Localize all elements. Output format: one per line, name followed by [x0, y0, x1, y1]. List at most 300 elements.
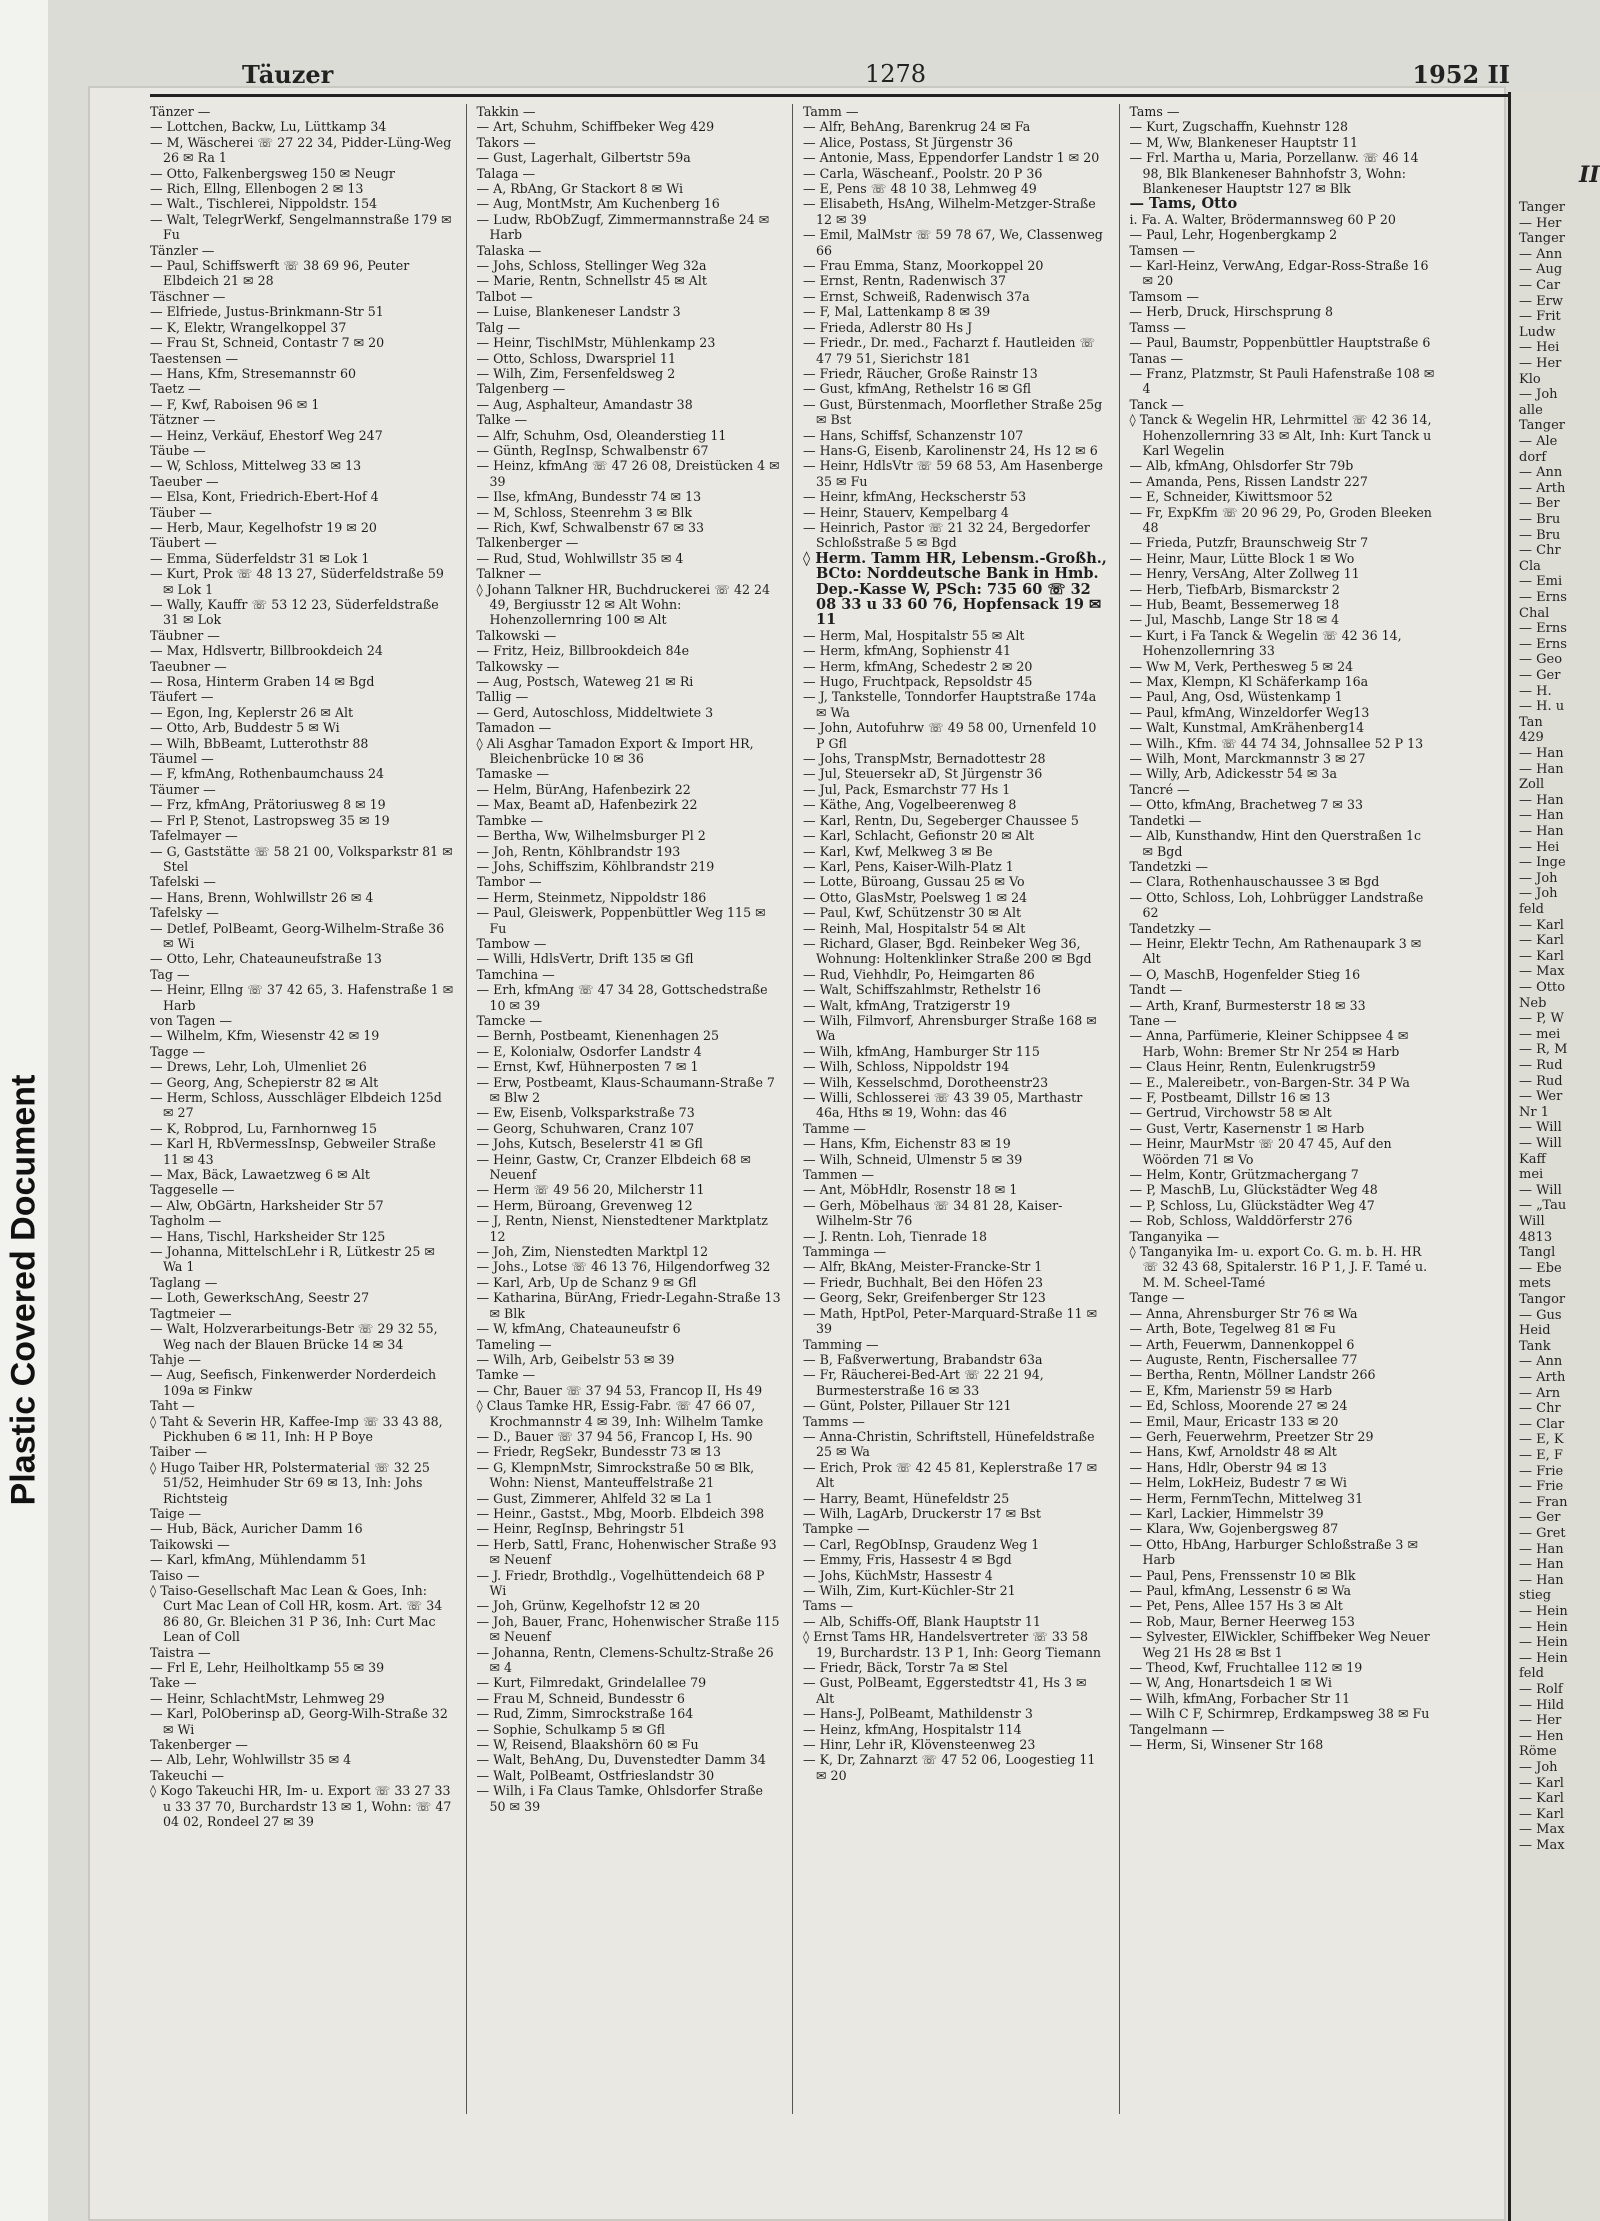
directory-entry: — Rud, Viehhdlr, Po, Heimgarten 86	[803, 966, 1035, 982]
directory-entry: — Johanna, Rentn, Clemens-Schultz-Straße 26 ✉ 4	[476, 1644, 774, 1676]
directory-entry: — Günth, RegInsp, Schwalbenstr 67	[476, 442, 709, 458]
next-page-fragment: — Joh	[1519, 387, 1558, 403]
next-page-fragment: — Joh	[1519, 870, 1558, 886]
surname-heading: Taige —	[150, 1505, 202, 1521]
directory-entry: — Otto, Falkenbergsweg 150 ✉ Neugr	[150, 165, 395, 181]
directory-entry: — Heinr, Elektr Techn, Am Rathenaupark 3 ✉ Alt	[1129, 935, 1422, 967]
directory-entry: — Fr, ExpKfm ☏ 20 96 29, Po, Groden Bleeken 48	[1129, 504, 1432, 535]
directory-entry: — Herb, TiefbArb, Bismarckstr 2	[1129, 581, 1340, 597]
surname-heading: Tagtmeier —	[150, 1305, 232, 1321]
directory-entry: — Karl, Lackier, Himmelstr 39	[1129, 1505, 1324, 1521]
next-page-fragment: 4813	[1519, 1229, 1553, 1245]
directory-entry: — Wilh, Schneid, Ulmenstr 5 ✉ 39	[803, 1151, 1023, 1167]
directory-entry: — Kurt, Zugschaffn, Kuehnstr 128	[1129, 119, 1349, 135]
directory-entry: — Frau Emma, Stanz, Moorkoppel 20	[803, 258, 1044, 274]
directory-entry: — Clara, Rothenhauschaussee 3 ✉ Bgd	[1129, 874, 1380, 890]
directory-entry: — Friedr, Bäck, Torstr 7a ✉ Stel	[803, 1660, 1008, 1676]
directory-entry: — Otto, Lehr, Chateauneufstraße 13	[150, 951, 382, 967]
surname-heading: Tamcke —	[476, 1012, 543, 1028]
surname-heading: Tamsen —	[1129, 242, 1195, 258]
directory-entry: — Ernst, Rentn, Radenwisch 37	[803, 273, 1007, 289]
directory-entry: — Kurt, Prok ☏ 48 13 27, Süderfeldstraße 59 ✉ Lok 1	[150, 566, 444, 597]
directory-entry: — Hub, Bäck, Auricher Damm 16	[150, 1521, 363, 1537]
directory-entry: — Gertrud, Virchowstr 58 ✉ Alt	[1129, 1105, 1332, 1121]
directory-entry: — Art, Schuhm, Schiffbeker Weg 429	[476, 119, 715, 135]
directory-entry: — Walt, Holzverarbeitungs-Betr ☏ 29 32 55, Weg nach der Blauen Brücke 14 ✉ 34	[150, 1321, 438, 1352]
directory-entry: — A, RbAng, Gr Stackort 8 ✉ Wi	[476, 181, 683, 197]
directory-entry: — Math, HptPol, Peter-Marquard-Straße 11 ✉ 39	[803, 1305, 1098, 1337]
surname-heading: Tameling —	[476, 1336, 552, 1352]
directory-entry: — Karl, Schlacht, Gefionstr 20 ✉ Alt	[803, 828, 1035, 844]
next-page-fragment: — Han	[1519, 746, 1564, 761]
directory-entry: — Marie, Rentn, Schnellstr 45 ✉ Alt	[476, 273, 707, 289]
next-page-fragment: — Rolf	[1519, 1682, 1563, 1697]
surname-heading: Taiber —	[150, 1444, 208, 1460]
directory-entry: — F, Postbeamt, Dillstr 16 ✉ 13	[1129, 1090, 1331, 1105]
surname-heading: Tambke —	[476, 812, 544, 828]
directory-entry: — Friedr, Buchhalt, Bei den Höfen 23	[803, 1274, 1043, 1290]
directory-entry: — E, Schneider, Kiwittsmoor 52	[1129, 489, 1333, 505]
next-page-fragment: — Aug	[1519, 262, 1563, 278]
surname-heading: Tamchina —	[476, 966, 555, 982]
directory-entry: — Helm, BürAng, Hafenbezirk 22	[476, 781, 691, 797]
surname-heading: Tambow —	[476, 935, 547, 951]
surname-heading: Take —	[150, 1675, 197, 1691]
next-page-fragment: — Karl	[1519, 933, 1564, 949]
next-page-fragment: — Gret	[1519, 1526, 1566, 1541]
directory-entry: — Ilse, kfmAng, Bundesstr 74 ✉ 13	[476, 489, 702, 505]
directory-entry: — E, Kolonialw, Osdorfer Landstr 4	[476, 1043, 702, 1059]
directory-entry: — Carla, Wäscheanf., Poolstr. 20 P 36	[803, 165, 1043, 181]
directory-entry: — Anna-Christin, Schriftstell, Hünefeldstraße 25 ✉ Wa	[803, 1428, 1095, 1460]
next-page-fragment: — Hild	[1519, 1697, 1565, 1713]
next-page-fragment: — Karl	[1519, 948, 1564, 964]
next-page-fragment: Röme	[1519, 1744, 1557, 1760]
directory-entry: — F, Mal, Lattenkamp 8 ✉ 39	[803, 304, 991, 320]
directory-entry: — Gerh, Feuerwehrm, Preetzer Str 29	[1129, 1428, 1374, 1444]
directory-entry: — J. Friedr, Brothdlg., Vogelhüttendeich 68 P Wi	[476, 1567, 765, 1598]
surname-heading: Tagholm —	[150, 1213, 222, 1229]
next-page-fragment: dorf	[1519, 449, 1547, 465]
directory-entry: — Hans, Kwf, Arnoldstr 48 ✉ Alt	[1129, 1444, 1337, 1460]
directory-entry: ◊ Herm. Tamm HR, Lebensm.-Großh., BCto: Norddeutsche Bank in Hmb. Dep.-Kasse W, PSch: 735 60 ☏ 32 08 33 u 33 60 76, Hopfensack 19 ✉ 11	[803, 549, 1107, 629]
next-page-fragment: — Arth	[1519, 480, 1566, 496]
surname-heading: Talaska —	[476, 242, 542, 258]
directory-entry: — Wilhelm, Kfm, Wiesenstr 42 ✉ 19	[150, 1028, 380, 1044]
directory-entry: — John, Autofuhrw ☏ 49 58 00, Urnenfeld 10 P Gfl	[803, 720, 1097, 751]
directory-entry: — Gust, Zimmerer, Ahlfeld 32 ✉ La 1	[476, 1490, 713, 1506]
next-page-fragment: — Ger	[1519, 1510, 1561, 1526]
next-page-fragment: Kaff	[1519, 1151, 1546, 1167]
directory-entry: — Herb, Sattl, Franc, Hohenwischer Straße 93 ✉ Neuenf	[476, 1536, 777, 1568]
surname-heading: Täube —	[150, 442, 206, 458]
directory-entry: — Rob, Maur, Berner Heerweg 153	[1129, 1613, 1355, 1629]
directory-entry: — Heinr, HdlsVtr ☏ 59 68 53, Am Hasenberge 35 ✉ Fu	[803, 458, 1103, 489]
surname-heading: Täufert —	[150, 689, 214, 705]
surname-heading: Taetz —	[150, 381, 201, 397]
directory-entry: — D., Bauer ☏ 37 94 56, Francop I, Hs. 90	[476, 1428, 753, 1444]
next-page-fragment: — Fran	[1519, 1494, 1568, 1510]
directory-entry: — Jul, Pack, Esmarchstr 77 Hs 1	[803, 781, 1011, 797]
next-page-fragment: — Hein	[1519, 1619, 1568, 1635]
directory-entry: — Heinr, Maur, Lütte Block 1 ✉ Wo	[1129, 550, 1355, 566]
next-page-fragment: — E, K	[1519, 1432, 1564, 1448]
directory-entry: — W, kfmAng, Chateauneufstr 6	[476, 1321, 681, 1337]
directory-entry: — K, Elektr, Wrangelkoppel 37	[150, 319, 347, 335]
directory-entry: — Max, Bäck, Lawaetzweg 6 ✉ Alt	[150, 1167, 370, 1183]
plastic-cover-label: Plastic Covered Document	[4, 1074, 43, 1506]
directory-entry: — Anna, Parfümerie, Kleiner Schippsee 4 ✉ Harb, Wohn: Bremer Str Nr 254 ✉ Harb	[1129, 1028, 1409, 1059]
surname-heading: Tandt —	[1129, 982, 1183, 998]
surname-heading: Tamming —	[803, 1336, 879, 1352]
next-page-fragment: — Han	[1519, 792, 1564, 808]
surname-heading: Tammen —	[803, 1167, 874, 1183]
directory-entry: — Paul, kfmAng, Lessenstr 6 ✉ Wa	[1129, 1583, 1351, 1598]
directory-entry: — Paul, kfmAng, Winzeldorfer Weg13	[1129, 704, 1370, 720]
next-page-fragment: — Karl	[1519, 1775, 1564, 1791]
directory-entry: — Hans, Kfm, Stresemannstr 60	[150, 365, 357, 381]
directory-entry: — Heinr, kfmAng, Heckscherstr 53	[803, 489, 1027, 505]
surname-heading: Tallig —	[476, 689, 529, 705]
directory-entry: — Wilh, BbBeamt, Lutterothstr 88	[150, 735, 369, 751]
directory-entry: — Karl, Kwf, Melkweg 3 ✉ Be	[803, 843, 993, 859]
next-page-fragment: feld	[1519, 1666, 1544, 1682]
directory-entry: — Rob, Schloss, Walddörferstr 276	[1129, 1213, 1353, 1229]
directory-entry: — Sophie, Schulkamp 5 ✉ Gfl	[476, 1721, 666, 1737]
directory-entry: — W, Ang, Honartsdeich 1 ✉ Wi	[1129, 1675, 1332, 1691]
directory-entry: ◊ Tanganyika Im- u. export Co. G. m. b. H. HR ☏ 32 43 68, Spitalerstr. 16 P 1, J. F. Tamé u. M. M. Scheel-Tamé	[1129, 1244, 1428, 1290]
directory-entry: — Alb, Kunsthandw, Hint den Querstraßen 1c ✉ Bgd	[1129, 828, 1422, 859]
page-header	[150, 54, 1538, 97]
directory-entry: — Frieda, Adlerstr 80 Hs J	[803, 319, 973, 335]
next-page-fragment: — Hei	[1519, 839, 1560, 855]
directory-entry: — Frz, kfmAng, Prätoriusweg 8 ✉ 19	[150, 797, 386, 813]
next-page-fragment: — P, W	[1519, 1011, 1564, 1027]
next-page-fragment: — R, M	[1519, 1042, 1568, 1058]
directory-entry: — Wilh, Arb, Geibelstr 53 ✉ 39	[476, 1351, 675, 1367]
next-page-fragment: — Erns	[1519, 636, 1567, 652]
next-page-fragment: — Arn	[1519, 1385, 1561, 1401]
directory-entry: — Johs, Kutsch, Beselerstr 41 ✉ Gfl	[476, 1136, 703, 1152]
directory-entry: ◊ Kogo Takeuchi HR, Im- u. Export ☏ 33 27 33 u 33 37 70, Burchardstr 13 ✉ 1, Wohn: ☏ 47 04 02, Rondeel 27 ✉ 39	[150, 1783, 452, 1830]
directory-entry: — Erw, Postbeamt, Klaus-Schaumann-Straße 7 ✉ Blw 2	[476, 1074, 775, 1105]
directory-entry: — Pet, Pens, Allee 157 Hs 3 ✉ Alt	[1129, 1598, 1343, 1614]
directory-entry: — M, Ww, Blankeneser Hauptstr 11	[1129, 134, 1359, 150]
directory-entry: — Heinr, SchlachtMstr, Lehmweg 29	[150, 1690, 385, 1706]
directory-entry: — Egon, Ing, Keplerstr 26 ✉ Alt	[150, 704, 354, 720]
surname-heading: Tambor —	[476, 874, 542, 890]
directory-entry: — J, Rentn, Nienst, Nienstedtener Marktplatz 12	[476, 1213, 768, 1244]
directory-entry: — Hans, Tischl, Harksheider Str 125	[150, 1228, 386, 1244]
directory-entry: — Gust, Lagerhalt, Gilbertstr 59a	[476, 150, 691, 166]
directory-entry: — Paul, Baumstr, Poppenbüttler Hauptstraße 6	[1129, 335, 1431, 351]
surname-heading: Tamm —	[803, 104, 859, 119]
directory-entry: — J. Rentn. Loh, Tienrade 18	[803, 1228, 988, 1244]
directory-entry: — Otto, kfmAng, Brachetweg 7 ✉ 33	[1129, 797, 1363, 813]
next-page-fragment: Tangl	[1519, 1245, 1556, 1261]
next-page-fragment: Ludw	[1519, 324, 1556, 340]
directory-entry: — Gust, Bürstenmach, Moorflether Straße 25g ✉ Bst	[803, 396, 1103, 428]
surname-heading: von Tagen —	[150, 1012, 232, 1028]
next-page-fragment: — Ann	[1519, 1354, 1563, 1370]
surname-heading: Takenberger —	[150, 1737, 248, 1753]
directory-entry: — Aug, Asphalteur, Amandastr 38	[476, 396, 693, 412]
directory-entry: — J, Tankstelle, Tonndorfer Hauptstraße 174a ✉ Wa	[803, 689, 1097, 720]
directory-entry: — Heinr, Ellng ☏ 37 42 65, 3. Hafenstraße 1 ✉ Harb	[150, 982, 454, 1013]
next-page-fragment: — Ale	[1519, 434, 1558, 449]
surname-heading: Talbot —	[476, 288, 533, 304]
directory-entry: — Alfr, BehAng, Barenkrug 24 ✉ Fa	[803, 119, 1031, 135]
directory-entry: — Otto, GlasMstr, Poelsweg 1 ✉ 24	[803, 889, 1028, 905]
surname-heading: Tänzer —	[150, 104, 211, 119]
directory-entry: — Gust, kfmAng, Rethelstr 16 ✉ Gfl	[803, 381, 1031, 397]
next-page-fragment: — Ann	[1519, 246, 1563, 262]
surname-heading: Tamme —	[803, 1120, 866, 1136]
directory-entry: — Hans, Kfm, Eichenstr 83 ✉ 19	[803, 1136, 1011, 1152]
next-page-fragment: — Joh	[1519, 1760, 1558, 1775]
directory-entry: — Günt, Polster, Pillauer Str 121	[803, 1398, 1012, 1414]
next-page-fragment: — Inge	[1519, 855, 1566, 871]
directory-entry: — Rud, Zimm, Simrockstraße 164	[476, 1706, 694, 1722]
surname-heading: Talke —	[476, 412, 528, 428]
directory-entry: — Walt, TelegrWerkf, Sengelmannstraße 179 ✉ Fu	[150, 211, 452, 243]
next-page-fragment: — Karl	[1519, 917, 1564, 933]
directory-entry: — Walt., Tischlerei, Nippoldstr. 154	[150, 196, 378, 212]
directory-entry: — Ed, Schloss, Moorende 27 ✉ 24	[1129, 1398, 1348, 1414]
surname-heading: Tams —	[803, 1598, 853, 1614]
next-page-fragment: — Ber	[1519, 496, 1560, 512]
surname-heading: Takeuchi —	[150, 1767, 224, 1783]
surname-heading: Talkner —	[476, 566, 542, 582]
directory-entry: — Tams, Otto	[1129, 195, 1238, 213]
directory-entry: ◊ Taiso-Gesellschaft Mac Lean & Goes, Inh: Curt Mac Lean of Coll HR, kosm. Art. ☏ 34 86 80, Gr. Bleichen 31 P 36, Inh: Curt Mac Lean of Coll	[150, 1583, 443, 1645]
next-page-fragment: Tanger	[1519, 231, 1566, 247]
surname-heading: Tamadon —	[476, 720, 552, 736]
directory-entry: — Reinh, Mal, Hospitalstr 54 ✉ Alt	[803, 920, 1026, 936]
next-page-fragment: — Will	[1519, 1136, 1562, 1151]
directory-columns	[150, 104, 1445, 2114]
directory-entry: — Elfriede, Justus-Brinkmann-Str 51	[150, 304, 384, 320]
directory-entry: — Frieda, Putzfr, Braunschweig Str 7	[1129, 535, 1369, 551]
next-page-fragment: — E, F	[1519, 1448, 1563, 1463]
surname-heading: Tangelmann —	[1129, 1721, 1225, 1737]
directory-entry: — Willi, Schlosserei ☏ 43 39 05, Marthastr 46a, Hths ✉ 19, Wohn: das 46	[803, 1090, 1083, 1121]
directory-entry: — Henry, VersAng, Alter Zollweg 11	[1129, 566, 1360, 582]
directory-entry: — E, Kfm, Marienstr 59 ✉ Harb	[1129, 1382, 1333, 1398]
directory-entry: — Georg, Ang, Schepierstr 82 ✉ Alt	[150, 1074, 379, 1090]
directory-entry: — Willy, Arb, Adickesstr 54 ✉ 3a	[1129, 766, 1337, 782]
directory-entry: — F, kfmAng, Rothenbaumchauss 24	[150, 766, 385, 782]
next-page-fragment: feld	[1519, 902, 1544, 917]
directory-entry: — Wilh., Kfm. ☏ 44 74 34, Johnsallee 52 P 13	[1129, 735, 1424, 751]
directory-entry: — Heinr, TischlMstr, Mühlenkamp 23	[476, 335, 716, 351]
directory-entry: — Lottchen, Backw, Lu, Lüttkamp 34	[150, 119, 387, 135]
plastic-cover-label-strip	[0, 0, 48, 2221]
directory-entry: — Luise, Blankeneser Landstr 3	[476, 304, 681, 320]
directory-entry: — Willi, HdlsVertr, Drift 135 ✉ Gfl	[476, 951, 694, 967]
next-page-fragment: Will	[1519, 1214, 1545, 1229]
directory-entry: — Loth, GewerkschAng, Seestr 27	[150, 1290, 370, 1306]
directory-entry: — B, Faßverwertung, Brabandstr 63a	[803, 1351, 1043, 1367]
directory-entry: — Herm ☏ 49 56 20, Milcherstr 11	[476, 1182, 705, 1198]
next-page-fragment: — Han	[1519, 1541, 1564, 1557]
surname-heading: Täubert —	[150, 535, 217, 551]
directory-entry: — Bertha, Rentn, Möllner Landstr 266	[1129, 1367, 1376, 1383]
directory-entry: — Herm, Si, Winsener Str 168	[1129, 1737, 1324, 1753]
directory-entry: — Heinz, kfmAng, Hospitalstr 114	[803, 1721, 1022, 1737]
directory-entry: — Johs., Lotse ☏ 46 13 76, Hilgendorfweg 32	[476, 1259, 771, 1275]
surname-heading: Tams —	[1129, 104, 1180, 119]
directory-entry: — Walt, PolBeamt, Ostfrieslandstr 30	[476, 1767, 715, 1783]
directory-entry: — Heinr, MaurMstr ☏ 20 47 45, Auf den Wöörden 71 ✉ Vo	[1129, 1136, 1392, 1167]
column-1	[150, 104, 466, 2114]
next-page-fragment: Nr 1	[1519, 1104, 1549, 1120]
next-page-fragment: — Han	[1519, 1557, 1564, 1573]
next-page-fragment: — Erns	[1519, 621, 1567, 637]
directory-entry: — Aug, Postsch, Wateweg 21 ✉ Ri	[476, 674, 694, 690]
directory-entry: — Claus Heinr, Rentn, Eulenkrugstr59	[1129, 1059, 1376, 1075]
surname-heading: Takors —	[476, 134, 536, 150]
directory-entry: — Max, Beamt aD, Hafenbezirk 22	[476, 797, 698, 813]
directory-entry: — Wilh, Zim, Kurt-Küchler-Str 21	[803, 1583, 1016, 1598]
next-page-fragment: — Her	[1519, 215, 1562, 231]
next-page-fragment: — Otto	[1519, 980, 1566, 995]
directory-entry: — Paul, Schiffswerft ☏ 38 69 96, Peuter Elbdeich 21 ✉ 28	[150, 258, 410, 289]
directory-entry: — Paul, Gleiswerk, Poppenbüttler Weg 115 ✉ Fu	[476, 905, 766, 936]
directory-entry: — Fritz, Heiz, Billbrookdeich 84e	[476, 643, 690, 659]
surname-heading: Tafelsky —	[150, 905, 219, 921]
surname-heading: Tahje —	[150, 1351, 201, 1367]
directory-entry: — Wilh, LagArb, Druckerstr 17 ✉ Bst	[803, 1505, 1041, 1521]
next-page-fragment: — Will	[1519, 1120, 1562, 1136]
surname-heading: Tag —	[150, 966, 190, 982]
next-page-fragment: — Han	[1519, 1572, 1564, 1588]
directory-entry: — Aug, Seefisch, Finkenwerder Norderdeich 109a ✉ Finkw	[150, 1367, 437, 1398]
directory-entry: — Emmy, Fris, Hassestr 4 ✉ Bgd	[803, 1552, 1012, 1568]
next-page-fragment: — Arth	[1519, 1370, 1566, 1385]
next-page-fragment: — Frie	[1519, 1479, 1564, 1495]
surname-heading: Taistra —	[150, 1644, 211, 1660]
directory-entry: — Wally, Kauffr ☏ 53 12 23, Süderfeldstraße 31 ✉ Lok	[150, 597, 439, 628]
next-page-fragment: — Han	[1519, 824, 1564, 839]
directory-entry: — Alb, Schiffs-Off, Blank Hauptstr 11	[803, 1613, 1041, 1629]
directory-entry: — Fr, Räucherei-Bed-Art ☏ 22 21 94, Burmesterstraße 16 ✉ 33	[803, 1367, 1044, 1398]
directory-entry: — F, Kwf, Raboisen 96 ✉ 1	[150, 396, 320, 412]
directory-entry: — Herm, kfmAng, Schedestr 2 ✉ 20	[803, 658, 1033, 674]
next-page-fragment: — Frie	[1519, 1463, 1564, 1479]
directory-entry: — Heinr, RegInsp, Behringstr 51	[476, 1521, 686, 1537]
directory-entry: — Franz, Platzmstr, St Pauli Hafenstraße 108 ✉ 4	[1129, 365, 1435, 397]
directory-entry: — Herm, kfmAng, Sophienstr 41	[803, 643, 1012, 659]
next-page-fragment: alle	[1519, 402, 1543, 418]
next-page-fragment: Tangor	[1519, 1292, 1566, 1307]
directory-entry: — Rich, Kwf, Schwalbenstr 67 ✉ 33	[476, 519, 705, 535]
directory-entry: — Carl, RegObInsp, Graudenz Weg 1	[803, 1536, 1040, 1552]
directory-entry: — Emil, Maur, Ericastr 133 ✉ 20	[1129, 1413, 1339, 1429]
directory-entry: — Rud, Stud, Wohlwillstr 35 ✉ 4	[476, 550, 684, 566]
directory-entry: — Johanna, MittelschLehr i R, Lütkestr 25 ✉ Wa 1	[150, 1244, 435, 1275]
surname-heading: Tancré —	[1129, 781, 1190, 797]
directory-entry: — Joh, Grünw, Kegelhofstr 12 ✉ 20	[476, 1598, 701, 1614]
directory-entry: — Alw, ObGärtn, Harksheider Str 57	[150, 1197, 384, 1213]
next-page-fragment: — Hei	[1519, 340, 1560, 356]
surname-heading: Talkowski —	[476, 627, 557, 643]
next-page-fragment: Klo	[1519, 371, 1541, 387]
directory-entry: — Wilh, Mont, Marckmannstr 3 ✉ 27	[1129, 751, 1366, 767]
directory-entry: — Friedr, RegSekr, Bundesstr 73 ✉ 13	[476, 1444, 722, 1460]
directory-entry: — Heinrich, Pastor ☏ 21 32 24, Bergedorfer Schloßstraße 5 ✉ Bgd	[803, 519, 1090, 551]
directory-entry: — Frau St, Schneid, Contastr 7 ✉ 20	[150, 335, 385, 351]
directory-entry: — Herm, FernmTechn, Mittelweg 31	[1129, 1490, 1364, 1506]
next-page-fragment: — „Tau	[1519, 1198, 1567, 1214]
directory-entry: — Alfr, Schuhm, Osd, Oleanderstieg 11	[476, 427, 727, 443]
next-page-edge	[1508, 92, 1600, 2221]
next-page-fragment: — Karl	[1519, 1791, 1564, 1807]
directory-entry: — Bernh, Postbeamt, Kienenhagen 25	[476, 1028, 719, 1044]
directory-entry: — P, MaschB, Lu, Glückstädter Weg 48	[1129, 1182, 1378, 1198]
next-page-fragment: Heid	[1519, 1323, 1551, 1339]
next-page-fragment: — Geo	[1519, 652, 1563, 668]
header-first-name: Täuzer	[242, 60, 334, 89]
next-page-fragment: 429	[1519, 730, 1544, 746]
directory-entry: — Bertha, Ww, Wilhelmsburger Pl 2	[476, 828, 706, 844]
next-page-fragment: — Bru	[1519, 512, 1561, 527]
directory-entry: — Herm, Büroang, Grevenweg 12	[476, 1197, 693, 1213]
directory-entry: — Auguste, Rentn, Fischersallee 77	[1129, 1351, 1358, 1367]
directory-entry: — Alb, kfmAng, Ohlsdorfer Str 79b	[1129, 458, 1354, 474]
directory-entry: — Herm, Steinmetz, Nippoldstr 186	[476, 889, 707, 905]
directory-entry: — Otto, Schloss, Loh, Lohbrügger Landstraße 62	[1129, 889, 1424, 921]
next-page-fragment: Tank	[1519, 1338, 1551, 1354]
directory-entry: — Herm, Mal, Hospitalstr 55 ✉ Alt	[803, 627, 1025, 643]
directory-entry: — Wilh, kfmAng, Forbacher Str 11	[1129, 1690, 1351, 1706]
next-page-fragment: Tanger	[1519, 418, 1566, 434]
next-page-fragment: — Erw	[1519, 293, 1563, 309]
directory-entry: — Johs, Schloss, Stellinger Weg 32a	[476, 258, 707, 274]
directory-entry: — K, Robprod, Lu, Farnhornweg 15	[150, 1120, 378, 1136]
directory-entry: — Ew, Eisenb, Volksparkstraße 73	[476, 1105, 695, 1121]
next-page-fragment: — Her	[1519, 1713, 1562, 1729]
surname-heading: Taht —	[150, 1398, 195, 1414]
surname-heading: Tandetzki —	[1129, 858, 1209, 874]
directory-entry: — Hub, Beamt, Bessemerweg 18	[1129, 597, 1340, 612]
surname-heading: Tampke —	[803, 1521, 870, 1537]
directory-entry: — Walt, Kunstmal, AmKrähenberg14	[1129, 720, 1365, 736]
next-page-fragment: — Rud	[1519, 1073, 1563, 1089]
directory-entry: — Lotte, Büroang, Gussau 25 ✉ Vo	[803, 874, 1025, 890]
directory-entry: — Ww M, Verk, Perthesweg 5 ✉ 24	[1129, 658, 1354, 674]
directory-entry: — Frau M, Schneid, Bundesstr 6	[476, 1690, 685, 1706]
next-page-fragment: — Han	[1519, 761, 1564, 777]
surname-heading: Talkowsky —	[476, 658, 560, 674]
directory-entry: — Rosa, Hinterm Graben 14 ✉ Bgd	[150, 674, 375, 690]
next-page-fragment: — Joh	[1519, 886, 1558, 902]
directory-entry: — Frl. Martha u, Maria, Porzellanw. ☏ 46 14 98, Blk Blankeneser Bahnhofstr 3, Wohn: Blankeneser Hauptstr 127 ✉ Blk	[1129, 150, 1419, 197]
directory-entry: — Wilh, kfmAng, Hamburger Str 115	[803, 1043, 1040, 1059]
surname-heading: Taeuber —	[150, 473, 219, 489]
next-page-fragment: — Ann	[1519, 465, 1563, 481]
directory-entry: — E, Pens ☏ 48 10 38, Lehmweg 49	[803, 181, 1037, 197]
directory-entry: — Heinz, kfmAng ☏ 47 26 08, Dreistücken 4 ✉ 39	[476, 458, 780, 489]
next-page-fragment: Tan	[1519, 714, 1543, 730]
surname-heading: Talg —	[476, 319, 521, 335]
surname-heading: Tafelmayer —	[150, 828, 238, 844]
surname-heading: Täubner —	[150, 627, 220, 643]
column-2	[466, 104, 793, 2114]
directory-entry: — M, Wäscherei ☏ 27 22 34, Pidder-Lüng-Weg 26 ✉ Ra 1	[150, 134, 452, 166]
surname-heading: Tange —	[1129, 1290, 1185, 1306]
directory-entry: — Harry, Beamt, Hünefeldstr 25	[803, 1490, 1010, 1506]
